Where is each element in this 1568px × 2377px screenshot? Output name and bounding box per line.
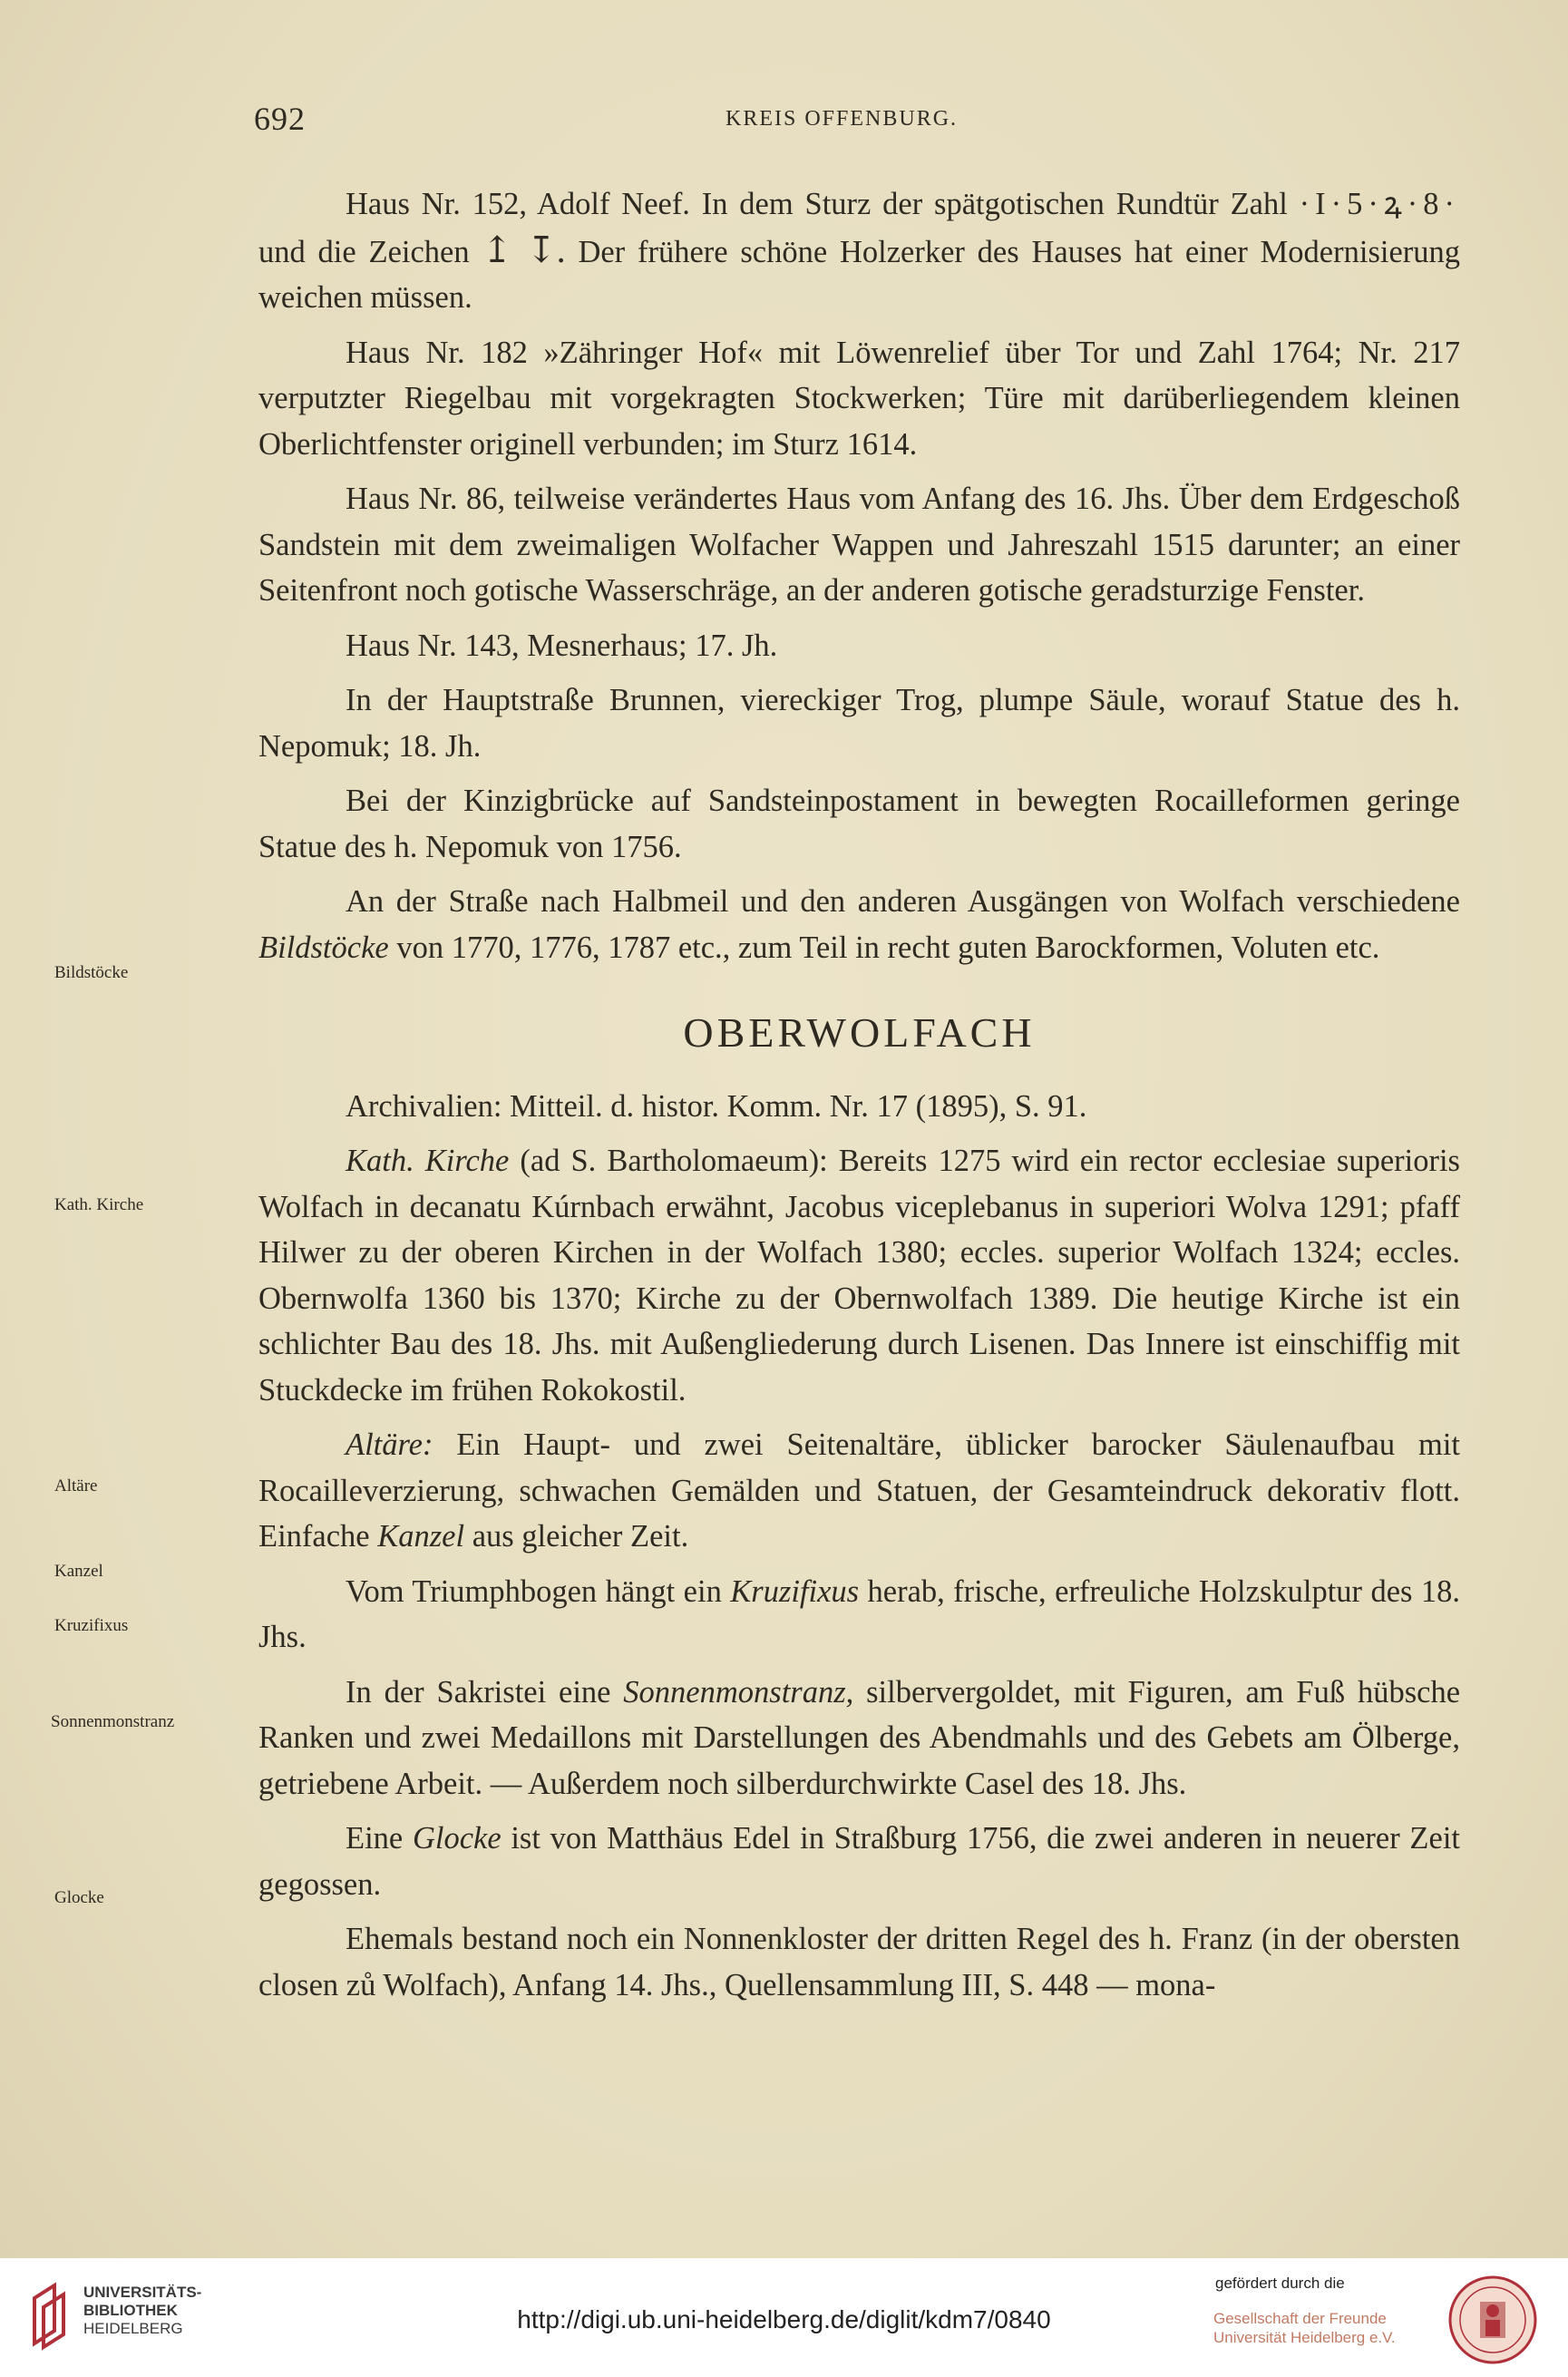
running-title: KREIS OFFENBURG. — [726, 107, 959, 131]
page-number: 692 — [254, 101, 306, 137]
university-seal-icon — [1447, 2275, 1538, 2365]
text-run: und die Zeichen — [258, 234, 482, 269]
library-name-line: BIBLIOTHEK — [83, 2302, 178, 2319]
paragraph: Bei der Kinzigbrücke auf Sandsteinpostament in bewegten Rocailleformen geringe Statue des h. Nepomuk von 1756. — [258, 784, 1460, 864]
section-title: OBERWOLFACH — [683, 1009, 1036, 1056]
margin-note-kirche: Kath. Kirche — [54, 1195, 144, 1214]
text-run: ist von Matthäus Edel in Straßburg 1756, die zwei anderen in neuerer Zeit gegossen. — [258, 1821, 1460, 1902]
keyword: Glocke — [412, 1821, 502, 1856]
paragraph — [258, 1816, 1460, 1907]
paragraph: Ehemals bestand noch ein Nonnenkloster der dritten Regel des h. Franz (in der obersten closen zů Wolfach), Anfang 14. Jhs., Quellensammlung III, S. 448 — mona- — [258, 1922, 1460, 2002]
page-header — [254, 100, 1460, 145]
keyword: Sonnenmonstranz, — [623, 1674, 854, 1710]
text-run: Vom Triumphbogen hängt ein — [346, 1573, 731, 1609]
library-name-line: HEIDELBERG — [83, 2320, 183, 2337]
text-run: Haus Nr. 86, teilweise verändertes Haus vom Anfang des 16. Jhs. Über dem Erdgeschoß Sandstein mit dem zweimaligen Wolfacher Wappen und Jahreszahl — [258, 482, 1460, 562]
paragraph — [258, 1422, 1460, 1560]
margin-note-monstranz: Sonnenmonstranz — [51, 1712, 175, 1731]
keyword: Kanzel — [377, 1519, 465, 1554]
text-run: Der frühere schöne Holzerker des Hauses hat einer Modernisierung weichen müssen. — [258, 234, 1461, 315]
permalink-url[interactable]: http://digi.ub.uni-heidelberg.de/diglit/kdm7/0840 — [517, 2305, 1051, 2333]
paragraph: Archivalien: Mitteil. d. histor. Komm. Nr. 17 (1895), S. 91. — [346, 1088, 1087, 1124]
text-run: An der Straße nach Halbmeil und den anderen Ausgängen von Wolfach verschiedene — [346, 884, 1460, 919]
paragraph — [258, 1670, 1460, 1807]
paragraph — [258, 1138, 1460, 1413]
keyword: Kath. Kirche — [346, 1144, 510, 1178]
text-run: Haus Nr. 152, Adolf Neef. In dem Sturz der spätgotischen Rundtür Zahl — [346, 187, 1300, 221]
text-run: silbervergoldet, mit Figuren, am Fuß hübsche Ranken und zwei Medaillons mit Darstellungen des Abendmahls und des Gebets am Ölberge, getriebene Arbeit. — Außerdem noch silberdurchwirkte Casel des 18. Jhs. — [258, 1674, 1461, 1801]
margin-note-altaere: Altäre — [54, 1476, 98, 1495]
body-text — [258, 181, 1460, 2017]
library-name-line: UNIVERSITÄTS- — [83, 2284, 202, 2301]
keyword: Altäre: — [346, 1427, 433, 1462]
text-run: Eine — [346, 1821, 413, 1856]
paragraph: Haus Nr. 143, Mesnerhaus; 17. Jh. — [346, 628, 778, 663]
paragraph: In der Hauptstraße Brunnen, viereckiger Trog, plumpe Säule, worauf Statue des h. Nepomuk; 18. Jh. — [258, 683, 1460, 764]
margin-note-kruzifixus: Kruzifixus — [54, 1616, 129, 1635]
mason-marks: ↥ ↧. — [482, 229, 566, 270]
paragraph — [258, 181, 1460, 321]
margin-note-glocke: Glocke — [54, 1888, 104, 1907]
text-run: Haus Nr. 182 »Zähringer Hof« mit Löwenrelief über Tor und Zahl 1764; Nr. 217 verputzter Riegelbau mit vorgekragten Stockwerken; Türe mit darüberliegendem kleinen Oberlichtfenster originell verbunden; im Sturz — [258, 335, 1460, 462]
footer-bar — [0, 2258, 1568, 2377]
inscription-date: 1515 — [1151, 527, 1214, 562]
margin-note-kanzel: Kanzel — [54, 1562, 103, 1581]
inscription-date: ·I·5·ꝝ·8· — [1299, 187, 1460, 221]
paragraph — [258, 476, 1460, 614]
text-run: aus gleicher Zeit. — [464, 1519, 689, 1554]
text-run: (ad S. Bartholomaeum): Bereits 1275 wird ein rector ecclesiae superioris Wolfach in decanatu Kúrnbach erwähnt, Jacobus viceplebanus in superiori Wolva 1291; pfaff Hilwer zu der oberen Kirchen in der Wolfach 1380; eccles. superior Wolfach 1324; eccles. Obernwolfa 1360 bis 1370; Kirche zu der Obernwolfach 1389. Die heutige Kirche ist ein schlichter Bau des 18. Jhs. mit Außengliederung durch Lisenen. Das Innere ist einschiffig mit Stuckdecke im frühen Rokokostil. — [258, 1144, 1460, 1408]
paragraph — [258, 330, 1460, 468]
inscription-date: 1614. — [846, 426, 918, 462]
keyword: Bildstöcke — [258, 930, 389, 965]
text-run: herab, frische, erfreuliche Holzskulptur des 18. Jhs. — [258, 1573, 1460, 1654]
paragraph — [258, 879, 1460, 970]
keyword: Kruzifixus — [730, 1573, 860, 1609]
text-run: von 1770, 1776, 1787 etc., zum Teil in recht guten Barockformen, Voluten etc. — [388, 930, 1380, 965]
text-run: Ein Haupt- und zwei Seitenaltäre, üblicker barocker Säulenaufbau mit Rocailleverzierung, schwachen Gemälden und Statuen, der Gesamteindruck dekorativ flott. Einfache — [258, 1427, 1460, 1554]
paragraph — [258, 1569, 1460, 1661]
margin-note-bildstoecke: Bildstöcke — [54, 963, 129, 982]
text-run: darunter; an einer Seitenfront noch gotische Wasserschräge, an der anderen gotische geradsturzige Fenster. — [258, 527, 1460, 608]
sponsor-name — [1213, 2309, 1396, 2347]
sponsor-name-line: Gesellschaft der Freunde — [1213, 2310, 1387, 2327]
text-run: In der Sakristei eine — [346, 1674, 624, 1710]
sponsor-name-line: Universität Heidelberg e.V. — [1213, 2329, 1396, 2346]
sponsor-caption: gefördert durch die — [1215, 2275, 1345, 2292]
